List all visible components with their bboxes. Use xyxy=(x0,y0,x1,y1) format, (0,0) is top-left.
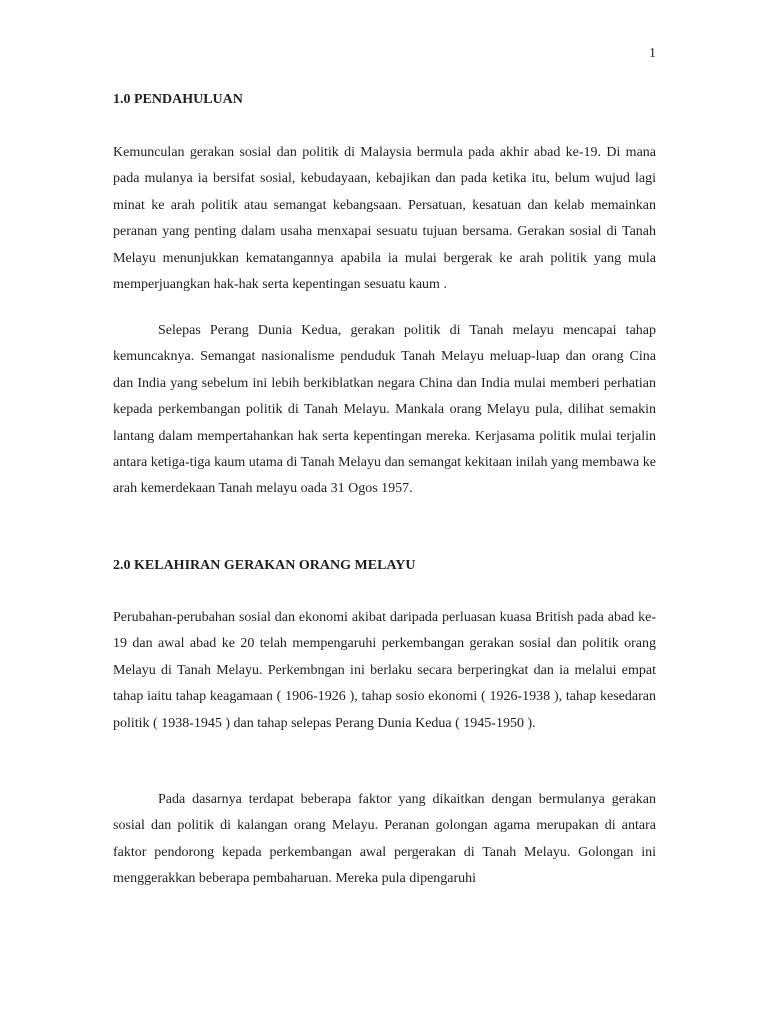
paragraph-factors: Pada dasarnya terdapat beberapa faktor yang dikaitkan dengan bermulanya gerakan sosial dan politik di kalangan orang Melayu. Peranan golongan agama merupakan di antara faktor pendorong kepada perkembangan awal pergerakan di Tanah Melayu. Golongan ini menggerakkan beberapa pembaharuan. Mereka pula dipengaruhi xyxy=(113,792,656,887)
paragraph-social-economic-change: Perubahan-perubahan sosial dan ekonomi akibat daripada perluasan kuasa British pada abad ke-19 dan awal abad ke 20 telah mempengaruhi perkembangan gerakan sosial dan politik orang Melayu di Tanah Melayu. Perkembngan ini berlaku secara berperingkat dan ia melalui empat tahap iaitu tahap keagamaan ( 1906-1926 ), tahap sosio ekonomi ( 1926-1938 ), tahap kesedaran politik ( 1938-1945 ) dan tahap selepas Perang Dunia Kedua ( 1945-1950 ). xyxy=(113,610,656,731)
page-number: 1 xyxy=(649,46,656,61)
paragraph-intro: Kemunculan gerakan sosial dan politik di Malaysia bermula pada akhir abad ke-19. Di mana pada mulanya ia bersifat sosial, kebudayaan, kebajikan dan pada ketika itu, belum wujud lagi minat ke arah politik atau semangat kebangsaan. Persatuan, kesatuan dan kelab memainkan peranan yang penting dalam usaha menxapai sesuatu tujuan bersama. Gerakan sosial di Tanah Melayu menunjukkan kematangannya apabila ia mulai bergerak ke arah politik yang mula memperjuangkan hak-hak serta kepentingan sesuatu kaum . xyxy=(113,145,656,293)
paragraph-post-war: Selepas Perang Dunia Kedua, gerakan politik di Tanah melayu mencapai tahap kemuncaknya. Semangat nasionalisme penduduk Tanah Melayu meluap-luap dan orang Cina dan India yang sebelum ini lebih berkiblatkan negara China dan India mulai memberi perhatian kepada perkembangan politik di Tanah Melayu. Mankala orang Melayu pula, dilihat semakin lantang dalam mempertahankan hak serta kepentingan mereka. Kerjasama politik mulai terjalin antara ketiga-tiga kaum utama di Tanah Melayu dan semangat kekitaan inilah yang membawa ke arah kemerdekaan Tanah melayu oada 31 Ogos 1957. xyxy=(113,323,656,497)
section-heading-kelahiran: 2.0 KELAHIRAN GERAKAN ORANG MELAYU xyxy=(113,558,416,573)
section-heading-pendahuluan: 1.0 PENDAHULUAN xyxy=(113,92,243,107)
